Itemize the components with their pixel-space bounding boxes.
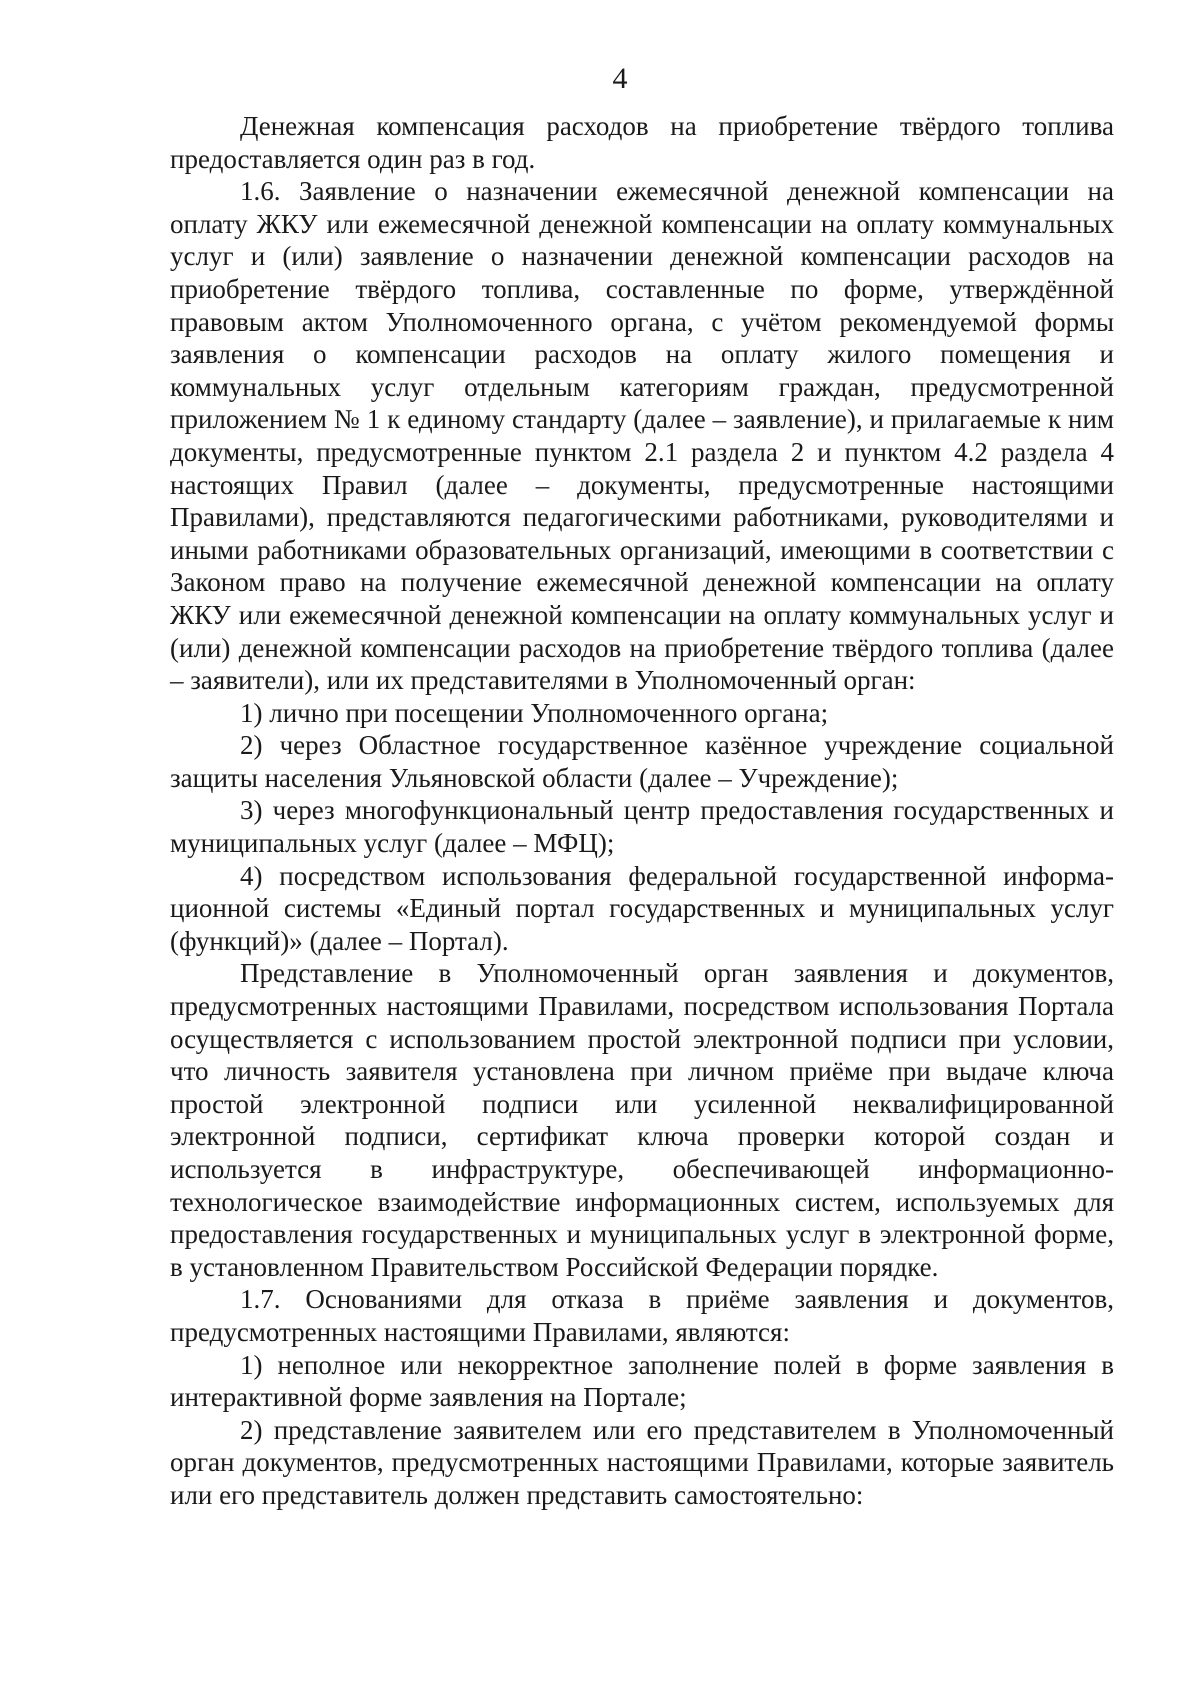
list-item-in-person: 1) лично при посещении Уполномоченного органа;	[240, 697, 829, 728]
paragraph-portal-signature: Представление в Уполномоченный орган заявления и документов, предусмотренных настоящими Правилами, посредством использования Портала осуществляется с использованием простой электронной подписи при условии, что личность заявителя установлена при личном приёме при выдаче ключа простой электронной подписи или усиленной неквалифицированной электронной подписи, сертификат ключа проверки которой создан и используется в инфраструктуре, обеспечивающей информационно-технологическое взаимодействие информационных систем, используемых для предоставления государственных и муниципальных услуг в электронной форме, в установленном Правительством Российской Федерации порядке.	[170, 958, 1114, 1282]
list-item-via-mfc: 3) через многофункциональный центр предоставления государственных и муниципальных услуг (далее – МФЦ);	[170, 795, 1114, 859]
paragraph-1-6-application: 1.6. Заявление о назначении ежемесячной денежной компенсации на оплату ЖКУ или ежемесячной денежной компенсации на оплату коммунальных услуг и (или) заявление о назначении денежной компенсации расходов на приобретение твёрдого топлива, составленные по форме, утверждённой правовым актом Уполномоченного органа, с учётом рекомендуемой формы заявления о компенсации расходов на оплату жилого помещения и коммунальных услуг отдельным категориям граждан, предусмотренной приложением № 1 к единому стандарту (далее – заявление), и прилагаемые к ним документы, предусмотренные пунктом 2.1 раздела 2 и пунктом 4.2 раздела 4 настоящих Правил (далее – документы, предусмотренные настоящими Правилами), представляются педагогическими работниками, руководителями и иными работниками образовательных организаций, имеющими в соответствии с Законом право на получение ежемесячной денежной компенсации на оплату ЖКУ или ежемесячной денежной компенсации на оплату коммунальных услуг и (или) денежной компенсации расходов на приобретение твёрдого топлива (далее – заявители), или их представителями в Уполномоченный орган:	[170, 176, 1114, 696]
list-item-via-institution: 2) через Областное государственное казённое учреждение социальной защиты населения Ульяновской области (далее – Учреждение);	[170, 730, 1114, 793]
list-item-incomplete-form: 1) неполное или некорректное заполнение полей в форме заявления в интерактивной форме заявления на Портале;	[170, 1349, 1114, 1413]
list-item-self-submitted-documents: 2) представление заявителем или его представителем в Уполномоченный орган документов, предусмотренных настоящими Правилами, которые заявитель или его представитель должен представить самостоятельно:	[170, 1414, 1114, 1510]
list-item-via-portal: 4) посредством использования федеральной государственной информационной системы «Единый портал государственных и муниципальных услуг (функций)» (далее – Портал).	[170, 860, 1114, 956]
paragraph-1-7-refusal-grounds: 1.7. Основаниями для отказа в приёме заявления и документов, предусмотренных настоящими Правилами, являются:	[170, 1284, 1114, 1347]
page-number: 4	[612, 62, 628, 95]
paragraph-fuel-compensation-frequency: Денежная компенсация расходов на приобретение твёрдого топлива предоставляется один раз в год.	[170, 111, 1114, 174]
document-body	[170, 110, 1114, 1512]
